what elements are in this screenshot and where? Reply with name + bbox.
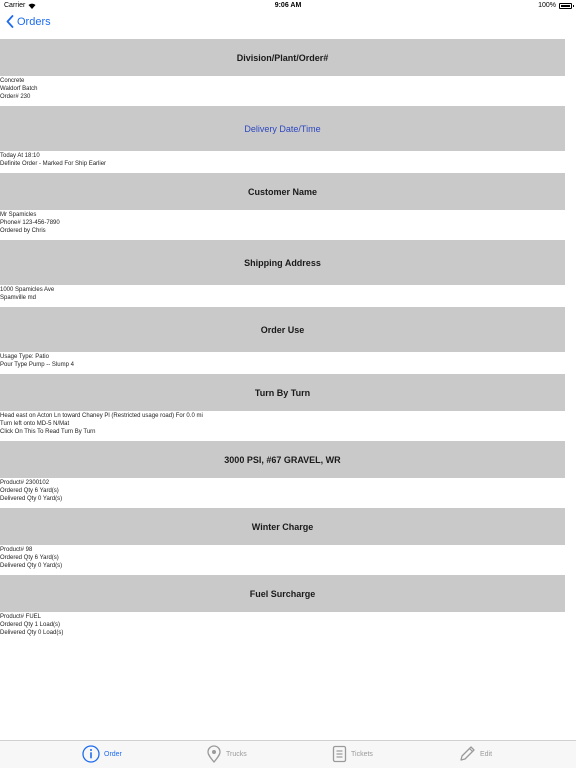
section-body <box>0 210 565 240</box>
section-header: Turn By Turn <box>0 374 565 411</box>
detail-line: Definite Order - Marked For Ship Earlier <box>0 161 107 167</box>
detail-line: Delivered Qty 0 Yard(s) <box>0 496 63 502</box>
tab-order[interactable] <box>82 745 122 763</box>
tab-label: Order <box>104 750 122 758</box>
section-header: Winter Charge <box>0 508 565 545</box>
document-icon <box>332 745 347 763</box>
section-header: Customer Name <box>0 173 565 210</box>
section-fuel-surcharge <box>0 575 565 642</box>
section-product-3000psi <box>0 441 565 508</box>
section-header: Order Use <box>0 307 565 352</box>
pencil-icon <box>458 745 476 763</box>
delivery-date-header[interactable]: Delivery Date/Time <box>0 106 565 151</box>
carrier-label: Carrier <box>4 2 26 9</box>
section-winter-charge <box>0 508 565 575</box>
detail-line: Ordered Qty 1 Load(s) <box>0 622 61 628</box>
tab-bar <box>0 740 576 768</box>
detail-line: Pour Type Pump -- Slump 4 <box>0 362 74 368</box>
status-time: 9:06 AM <box>274 2 302 9</box>
detail-line: Order# 230 <box>0 94 31 100</box>
section-body <box>0 612 565 642</box>
status-bar <box>0 0 576 12</box>
navigation-bar <box>0 12 576 36</box>
detail-line: Ordered Qty 6 Yard(s) <box>0 488 59 494</box>
detail-line: Ordered Qty 6 Yard(s) <box>0 555 59 561</box>
section-turn-by-turn <box>0 374 565 441</box>
read-turn-by-turn-link[interactable]: Click On This To Read Turn By Turn <box>0 429 96 435</box>
section-header: 3000 PSI, #67 GRAVEL, WR <box>0 441 565 478</box>
section-header: Shipping Address <box>0 240 565 285</box>
tab-label: Edit <box>480 750 493 758</box>
detail-line: Product# 2300102 <box>0 480 50 486</box>
battery-icon <box>559 3 572 9</box>
section-shipping <box>0 240 565 307</box>
detail-line: Head east on Acton Ln toward Chaney Pl (Restricted usage road) For 0.0 mi <box>0 413 203 419</box>
tab-label: Tickets <box>351 750 373 758</box>
info-circle-icon <box>82 745 100 763</box>
section-body <box>0 285 565 307</box>
detail-line: Product# 98 <box>0 547 33 553</box>
section-header: Fuel Surcharge <box>0 575 565 612</box>
order-details <box>0 39 565 642</box>
section-body <box>0 76 565 106</box>
detail-line: Turn left onto MD-5 N/Mat <box>0 421 70 427</box>
section-customer <box>0 173 565 240</box>
chevron-left-icon <box>6 15 14 28</box>
tab-label: Trucks <box>226 750 247 758</box>
detail-line: Waldorf Batch <box>0 86 38 92</box>
tab-trucks[interactable] <box>206 745 247 763</box>
detail-line: Ordered by Chris <box>0 228 46 234</box>
battery-indicator <box>538 2 572 9</box>
back-button-label: Orders <box>17 15 51 28</box>
detail-line: Usage Type: Patio <box>0 354 49 360</box>
detail-line: Spamville md <box>0 295 37 301</box>
map-pin-icon <box>206 745 222 763</box>
section-body <box>0 352 565 374</box>
section-body <box>0 478 565 508</box>
turn-by-turn-body[interactable] <box>0 411 565 441</box>
detail-line: Concrete <box>0 78 25 84</box>
tab-edit[interactable] <box>458 745 492 763</box>
section-delivery <box>0 106 565 173</box>
detail-line: Mr Spamicles <box>0 212 37 218</box>
detail-line: 1000 Spamicles Ave <box>0 287 55 293</box>
battery-percent: 100% <box>538 2 556 9</box>
section-body <box>0 151 565 173</box>
detail-line: Product# FUEL <box>0 614 42 620</box>
detail-line: Today At 18:10 <box>0 153 40 159</box>
tab-tickets[interactable] <box>332 745 373 763</box>
section-order-use <box>0 307 565 374</box>
detail-line: Delivered Qty 0 Load(s) <box>0 630 64 636</box>
section-body <box>0 545 565 575</box>
section-division <box>0 39 565 106</box>
detail-line: Phone# 123-456-7890 <box>0 220 60 226</box>
detail-line: Delivered Qty 0 Yard(s) <box>0 563 63 569</box>
back-button[interactable] <box>6 15 51 28</box>
section-header: Division/Plant/Order# <box>0 39 565 76</box>
